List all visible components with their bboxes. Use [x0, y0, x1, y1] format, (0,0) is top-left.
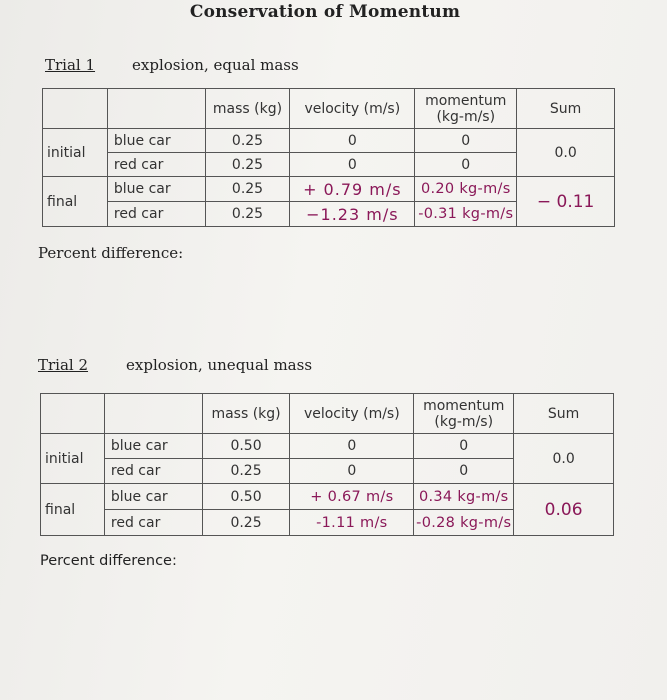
table-row: [43, 129, 615, 153]
mass-cell: 0.25: [205, 202, 290, 227]
final-label: final: [43, 177, 108, 227]
header-momentum-line2: (kg-m/s): [434, 413, 494, 430]
header-sum: Sum: [514, 394, 614, 434]
final-label: final: [41, 484, 105, 536]
momentum-handwritten: -0.31 kg-m/s: [415, 202, 517, 227]
sum-initial-cell: 0.0: [517, 129, 615, 177]
momentum-cell: 0: [414, 434, 514, 459]
header-mass: mass (kg): [202, 394, 290, 434]
momentum-cell: 0: [414, 459, 514, 484]
header-momentum-line1: momentum: [423, 397, 505, 414]
velocity-cell: 0: [290, 434, 414, 459]
table-row: [43, 177, 615, 202]
initial-label: initial: [41, 434, 105, 484]
header-momentum: [414, 394, 514, 434]
sum-initial-cell: 0.0: [514, 434, 614, 484]
velocity-cell: 0: [290, 129, 415, 153]
momentum-handwritten: 0.20 kg-m/s: [415, 177, 517, 202]
header-momentum-line2: (kg-m/s): [436, 108, 496, 125]
trial2-label: Trial 2: [38, 356, 89, 374]
car-cell: red car: [107, 202, 205, 227]
car-cell: red car: [107, 153, 205, 177]
momentum-cell: 0: [415, 153, 517, 177]
car-cell: blue car: [104, 434, 202, 459]
table-row: [41, 484, 614, 510]
velocity-handwritten: + 0.79 m/s: [290, 177, 415, 202]
mass-cell: 0.25: [205, 177, 290, 202]
initial-label: initial: [43, 129, 108, 177]
velocity-handwritten: −1.23 m/s: [290, 202, 415, 227]
trial2-percent-difference-label: Percent difference:: [40, 553, 177, 569]
momentum-handwritten: -0.28 kg-m/s: [414, 510, 514, 536]
momentum-handwritten: 0.34 kg-m/s: [414, 484, 514, 510]
page-title: Conservation of Momentum: [189, 2, 461, 22]
trial1-description: explosion, equal mass: [132, 56, 299, 74]
sum-final-handwritten: − 0.11: [517, 177, 615, 227]
header-velocity: velocity (m/s): [290, 394, 414, 434]
trial1-table: [42, 88, 615, 227]
table-header-row: [41, 394, 614, 434]
velocity-handwritten: + 0.67 m/s: [290, 484, 414, 510]
table-header-row: [43, 89, 615, 129]
trial2-table: [40, 393, 614, 536]
header-empty-cell: [41, 394, 105, 434]
sum-final-handwritten: 0.06: [514, 484, 614, 536]
header-momentum: [415, 89, 517, 129]
velocity-cell: 0: [290, 459, 414, 484]
header-empty-cell: [104, 394, 202, 434]
mass-cell: 0.25: [205, 153, 290, 177]
trial2-description: explosion, unequal mass: [126, 356, 313, 374]
mass-cell: 0.50: [202, 484, 290, 510]
mass-cell: 0.25: [205, 129, 290, 153]
header-mass: mass (kg): [205, 89, 290, 129]
mass-cell: 0.25: [202, 459, 290, 484]
car-cell: red car: [104, 459, 202, 484]
trial1-percent-difference-label: Percent difference:: [38, 244, 184, 262]
header-velocity: velocity (m/s): [290, 89, 415, 129]
car-cell: blue car: [104, 484, 202, 510]
trial1-label: Trial 1: [45, 56, 96, 74]
car-cell: red car: [104, 510, 202, 536]
mass-cell: 0.25: [202, 510, 290, 536]
header-empty-cell: [107, 89, 205, 129]
header-sum: Sum: [517, 89, 615, 129]
car-cell: blue car: [107, 129, 205, 153]
mass-cell: 0.50: [202, 434, 290, 459]
velocity-cell: 0: [290, 153, 415, 177]
header-momentum-line1: momentum: [425, 92, 507, 109]
table-row: [41, 434, 614, 459]
momentum-cell: 0: [415, 129, 517, 153]
header-empty-cell: [43, 89, 108, 129]
car-cell: blue car: [107, 177, 205, 202]
velocity-handwritten: -1.11 m/s: [290, 510, 414, 536]
